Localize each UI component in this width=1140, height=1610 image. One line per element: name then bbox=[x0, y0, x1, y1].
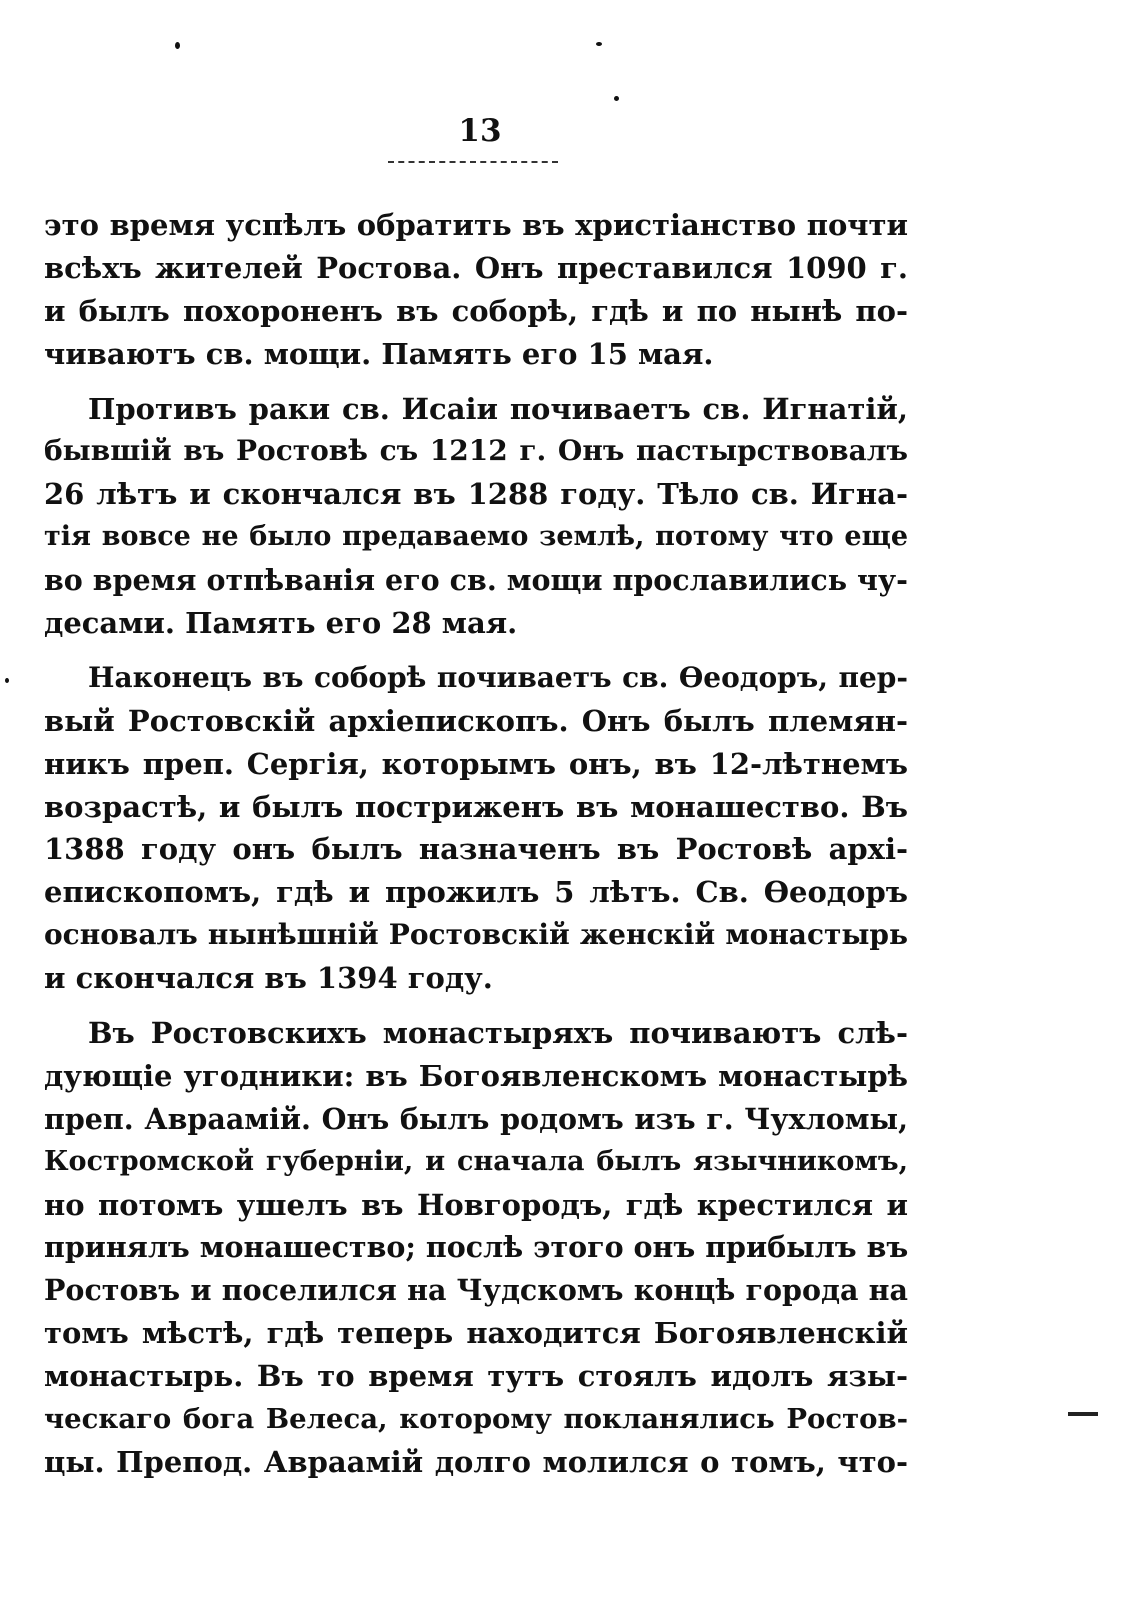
text-line: Въ Ростовскихъ монастыряхъ почиваютъ слѣ- bbox=[88, 1016, 908, 1051]
text-line: возрастѣ, и былъ постриженъ въ монашество. Въ bbox=[44, 789, 908, 824]
text-line: чиваютъ св. мощи. Память его 15 мая. bbox=[44, 336, 714, 371]
text-line: 26 лѣтъ и скончался въ 1288 году. Тѣло св. Игна- bbox=[44, 477, 908, 512]
text-line: это время успѣлъ обратить въ христіанство почти bbox=[44, 208, 908, 242]
text-line: всѣхъ жителей Ростова. Онъ преставился 1090 г. bbox=[44, 250, 908, 285]
ink-speck bbox=[175, 42, 180, 49]
text-line: принялъ монашество; послѣ этого онъ прибылъ въ bbox=[44, 1230, 908, 1265]
text-line: преп. Авраамій. Онъ былъ родомъ изъ г. Чухломы, bbox=[44, 1101, 908, 1136]
body-text bbox=[44, 204, 908, 1484]
text-line: Противъ раки св. Исаіи почиваетъ св. Игнатій, bbox=[88, 391, 908, 426]
page-number: 13 bbox=[458, 113, 502, 149]
margin-mark bbox=[1068, 1412, 1098, 1416]
text-line: никъ преп. Сергія, которымъ онъ, въ 12-лѣтнемъ bbox=[44, 746, 908, 781]
text-line: бывшій въ Ростовѣ съ 1212 г. Онъ пастырствовалъ bbox=[44, 434, 908, 468]
text-line: 1388 году онъ былъ назначенъ въ Ростовѣ архі- bbox=[44, 832, 908, 867]
text-line: и былъ похороненъ въ соборѣ, гдѣ и по нынѣ по- bbox=[44, 293, 908, 328]
text-line: но потомъ ушелъ въ Новгородъ, гдѣ крестился и bbox=[44, 1187, 908, 1222]
text-line: дующіе угодники: въ Богоявленскомъ монастырѣ bbox=[44, 1058, 908, 1093]
text-line: и скончался въ 1394 году. bbox=[44, 961, 493, 996]
text-line: тія вовсе не было предаваемо землѣ, потому что еще bbox=[44, 521, 908, 553]
text-line: Ростовъ и поселился на Чудскомъ концѣ города на bbox=[44, 1273, 908, 1308]
text-line: епископомъ, гдѣ и прожилъ 5 лѣтъ. Св. Ѳеодоръ bbox=[44, 875, 908, 910]
text-line: вый Ростовскій архіепископъ. Онъ былъ племян- bbox=[44, 703, 908, 738]
text-line: цы. Препод. Авраамій долго молился о томъ, что- bbox=[44, 1444, 908, 1479]
text-line: томъ мѣстѣ, гдѣ теперь находится Богоявленскій bbox=[44, 1316, 908, 1351]
ink-speck bbox=[614, 96, 619, 101]
text-line: основалъ нынѣшній Ростовскій женскій монастырь bbox=[44, 918, 908, 952]
text-line: Костромской губерніи, и сначала былъ язычникомъ, bbox=[44, 1145, 908, 1177]
ink-speck bbox=[5, 678, 9, 683]
text-line: Наконецъ въ соборѣ почиваетъ св. Ѳеодоръ, пер- bbox=[88, 660, 908, 694]
ink-speck bbox=[596, 42, 602, 46]
text-line: ческаго бога Велеса, которому покланялись Ростов- bbox=[44, 1403, 908, 1436]
text-line: десами. Память его 28 мая. bbox=[44, 606, 518, 641]
page-number-rule bbox=[388, 161, 558, 163]
text-line: монастырь. Въ то время тутъ стоялъ идолъ язы- bbox=[44, 1359, 908, 1394]
text-line: во время отпѣванія его св. мощи прославились чу- bbox=[44, 563, 908, 598]
